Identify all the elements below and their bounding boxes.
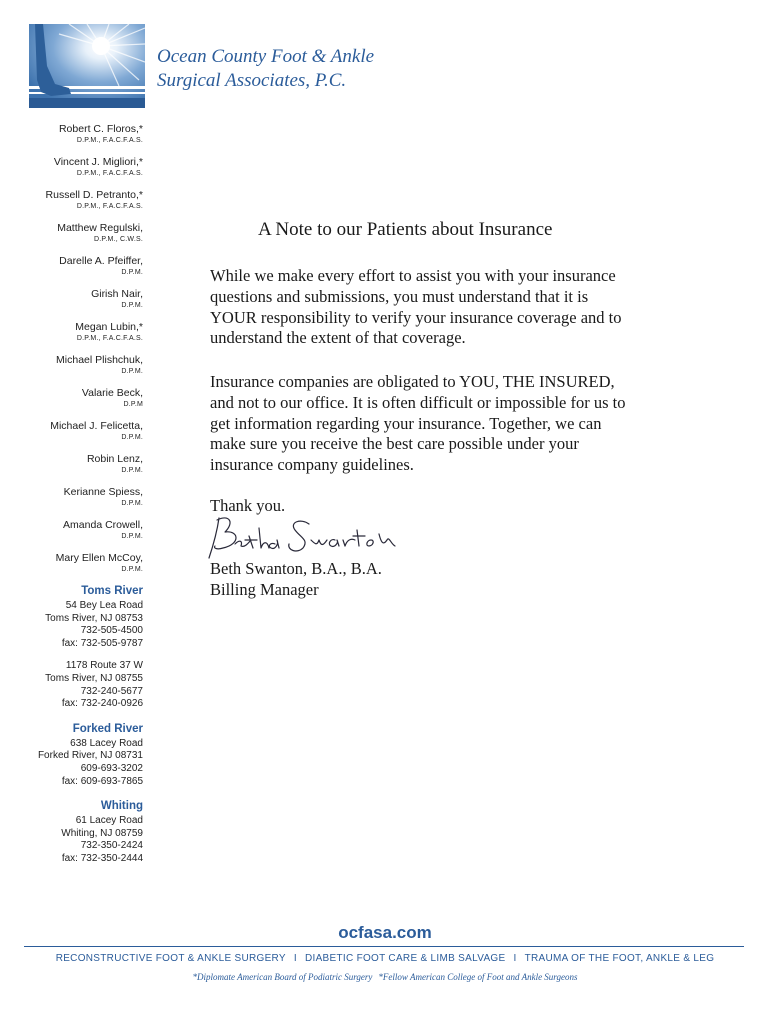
paragraph-line: understand the extent of that coverage. (210, 328, 466, 348)
specialty-diabetic: DIABETIC FOOT CARE & LIMB SALVAGE (304, 953, 506, 964)
office-fax: fax: 609-693-7865 (61, 775, 143, 787)
paragraph-line: insurance company guidelines. (210, 455, 414, 475)
signature-graphic (205, 510, 405, 562)
office-street: 1178 Route 37 W (65, 660, 143, 672)
doctor-entry (0, 320, 143, 344)
office-phone: 732-240-5677 (80, 685, 143, 697)
office-phone: 732-350-2424 (80, 840, 143, 852)
letter-title: A Note to our Patients about Insurance (258, 219, 553, 240)
specialties-line (0, 952, 770, 965)
office-fax: fax: 732-240-0926 (61, 698, 143, 710)
office-whiting (0, 799, 143, 865)
separator: I (293, 953, 297, 964)
doctor-entry (0, 221, 143, 245)
doctor-name: Amanda Crowell, (63, 519, 143, 531)
doctor-credentials: D.P.M (123, 401, 143, 408)
office-name: Toms River (81, 585, 143, 597)
paragraph-line: and not to our office. It is often difficult or impossible for us to (210, 392, 626, 412)
office-city: Toms River, NJ 08755 (45, 672, 143, 684)
doctor-name: Megan Lubin,* (75, 321, 143, 333)
doctor-entry (0, 386, 143, 410)
doctor-name: Kerianne Spiess, (63, 486, 143, 498)
doctor-entry (0, 551, 143, 575)
doctor-credentials: D.P.M., C.W.S. (94, 236, 143, 243)
doctor-entry (0, 485, 143, 509)
footer-divider (24, 946, 744, 947)
doctor-credentials: D.P.M. (121, 500, 143, 507)
doctor-entry (0, 353, 143, 377)
doctor-name: Robin Lenz, (86, 453, 143, 465)
office-city: Toms River, NJ 08753 (45, 612, 143, 624)
signer-title: Billing Manager (210, 580, 319, 599)
office-street: 54 Bey Lea Road (65, 600, 143, 611)
doctor-credentials: D.P.M. (121, 467, 143, 474)
doctor-credentials: D.P.M. (121, 434, 143, 441)
office-fax: fax: 732-350-2444 (61, 852, 143, 864)
paragraph-line: get information regarding your insurance. Together, we can (210, 413, 602, 433)
signer-block (210, 558, 382, 600)
foot-sunburst-logo-icon (29, 24, 145, 108)
doctor-name: Valarie Beck, (81, 387, 143, 399)
office-city: Whiting, NJ 08759 (61, 827, 143, 839)
doctor-name: Matthew Regulski, (57, 222, 143, 234)
paragraph-2 (210, 372, 680, 476)
doctor-name: Robert C. Floros,* (58, 123, 143, 135)
handwritten-signature (205, 510, 405, 562)
doctor-credentials: D.P.M. (121, 302, 143, 309)
footnote-board: *Diplomate American Board of Podiatric Surgery (192, 972, 373, 982)
office-name: Whiting (100, 800, 143, 813)
doctor-credentials: D.P.M., F.A.C.F.A.S. (76, 170, 143, 177)
doctor-credentials: D.P.M., F.A.C.F.A.S. (76, 335, 143, 342)
office-phone: 732-505-4500 (80, 625, 143, 637)
paragraph-line: YOUR responsibility to verify your insurance coverage and to (210, 307, 622, 327)
sidebar (0, 122, 143, 866)
office-toms-river-route37 (0, 660, 143, 710)
doctor-name: Russell D. Petranto,* (45, 189, 143, 201)
doctor-name: Vincent J. Migliori,* (53, 156, 143, 168)
doctor-entry (0, 452, 143, 476)
office-street: 61 Lacey Road (75, 815, 143, 827)
practice-name-line1: Ocean County Foot & Ankle (157, 46, 375, 67)
doctor-credentials: D.P.M., F.A.C.F.A.S. (76, 203, 143, 210)
footnote (0, 971, 770, 983)
paragraph-1 (210, 266, 680, 349)
paragraph-line: Insurance companies are obligated to YOU, THE INSURED, (210, 372, 615, 391)
office-name: Forked River (72, 722, 143, 735)
doctor-name: Mary Ellen McCoy, (55, 552, 143, 564)
practice-logo (29, 24, 145, 108)
doctor-name: Michael J. Felicetta, (50, 420, 143, 432)
office-street: 638 Lacey Road (70, 737, 143, 749)
doctor-entry (0, 122, 143, 146)
doctor-name: Darelle A. Pfeiffer, (59, 255, 143, 267)
office-forked-river (0, 722, 143, 788)
doctor-entry (0, 155, 143, 179)
doctor-credentials: D.P.M. (121, 533, 143, 540)
specialty-trauma: TRAUMA OF THE FOOT, ANKLE & LEG (524, 953, 715, 964)
doctor-credentials: D.P.M., F.A.C.F.A.S. (76, 137, 143, 144)
paragraph-line: questions and submissions, you must understand that it is (210, 286, 589, 306)
doctor-credentials: D.P.M. (121, 368, 143, 375)
doctor-entry (0, 518, 143, 542)
signer-name: Beth Swanton, B.A., B.A. (210, 559, 382, 578)
separator: I (513, 953, 517, 964)
doctor-name: Girish Nair, (91, 288, 143, 300)
doctor-entry (0, 254, 143, 278)
closing: Thank you. (210, 496, 286, 515)
doctor-entry (0, 287, 143, 311)
doctor-name: Michael Plishchuk, (56, 354, 143, 366)
office-city: Forked River, NJ 08731 (37, 750, 143, 762)
doctor-entry (0, 188, 143, 212)
office-toms-river (0, 584, 143, 650)
office-phone: 609-693-3202 (80, 762, 143, 774)
doctor-credentials: D.P.M. (121, 566, 143, 573)
footnote-fellow: *Fellow American College of Foot and Ankle Surgeons (378, 972, 578, 982)
practice-name (157, 45, 374, 93)
office-fax: fax: 732-505-9787 (61, 637, 143, 649)
paragraph-line: make sure you receive the best care possible under your (210, 434, 579, 454)
specialty-reconstructive: RECONSTRUCTIVE FOOT & ANKLE SURGERY (55, 953, 286, 964)
doctor-credentials: D.P.M. (121, 269, 143, 276)
practice-name-line2: Surgical Associates, P.C. (157, 70, 347, 91)
doctor-entry (0, 419, 143, 443)
website-link[interactable]: ocfasa.com (338, 923, 432, 942)
paragraph-line: While we make every effort to assist you with your insurance (210, 266, 616, 285)
